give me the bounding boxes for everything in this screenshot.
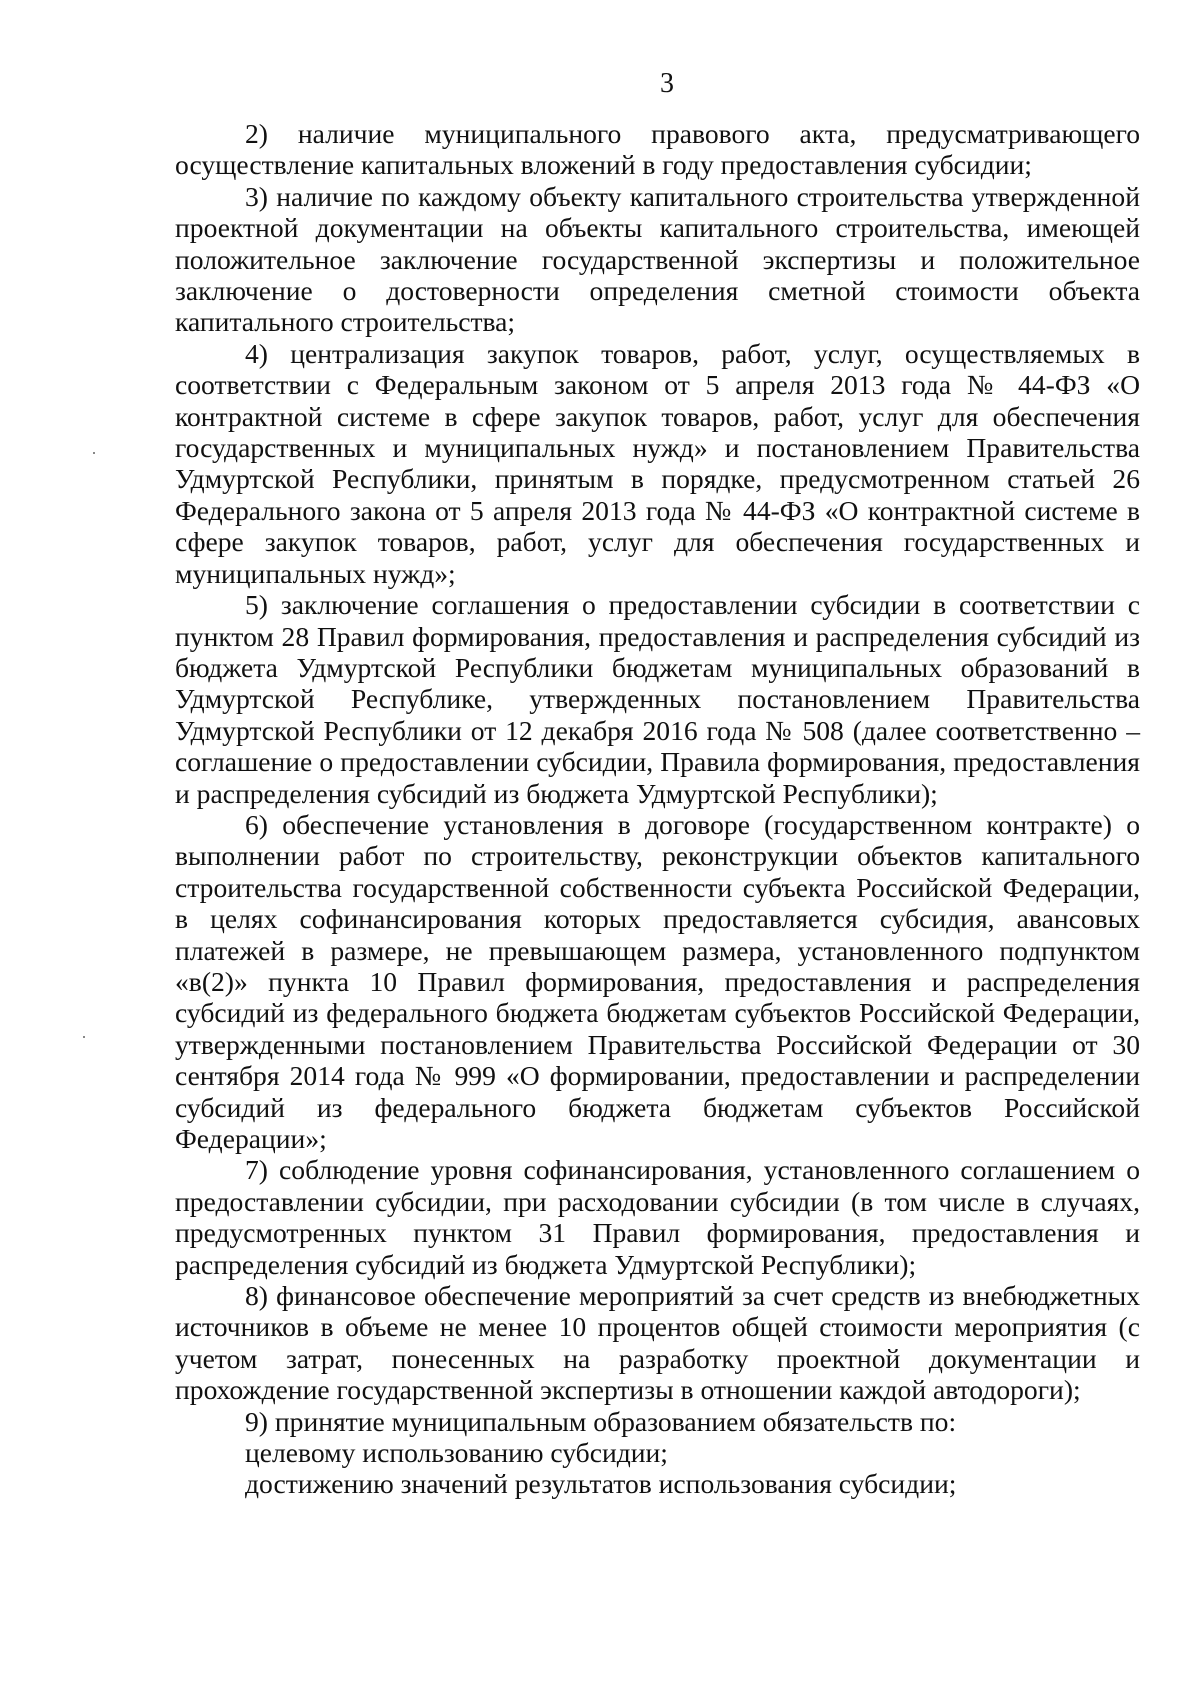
paragraph-item-6: 6) обеспечение установления в договоре (государственном контракте) о выполнении работ по строительству, реконструкции объектов капитального строительства государственной собственности субъекта Российской Федерации, в целях софинансирования которых предоставляется субсидия, авансовых платежей в размере, не превышающем размера, установленного подпунктом «в(2)» пункта 10 Правил формирования, предоставления и распределения субсидий из федерального бюджета бюджетам субъектов Российской Федерации, утвержденными постановлением Правительства Российской Федерации от 30 сентября 2014 года № 999 «О формировании, предоставлении и распределении субсидий из федерального бюджета бюджетам субъектов Российской Федерации»;: [175, 808, 1140, 1154]
paragraph-item-2: 2) наличие муниципального правового акта, предусматривающего осуществление капитальных вложений в году предоставления субсидии;: [175, 118, 1140, 181]
paragraph-item-9: 9) принятие муниципальным образованием обязательств по:: [245, 1405, 957, 1437]
paragraph-subitem-target-use: целевому использованию субсидии;: [245, 1437, 668, 1469]
paragraph-subitem-results: достижению значений результатов использования субсидии;: [245, 1468, 957, 1500]
paragraph-item-5: 5) заключение соглашения о предоставлении субсидии в соответствии с пунктом 28 Правил формирования, предоставления и распределения субсидий из бюджета Удмуртской Республики бюджетам муниципальных образований в Удмуртской Республике, утвержденных постановлением Правительства Удмуртской Республики от 12 декабря 2016 года № 508 (далее соответственно – соглашение о предоставлении субсидии, Правила формирования, предоставления и распределения субсидий из бюджета Удмуртской Республики);: [175, 589, 1140, 809]
paragraph-item-4: 4) централизация закупок товаров, работ, услуг, осуществляемых в соответствии с Федеральным законом от 5 апреля 2013 года № 44-ФЗ «О контрактной системе в сфере закупок товаров, работ, услуг для обеспечения государственных и муниципальных нужд» и постановлением Правительства Удмуртской Республики, принятым в порядке, предусмотренном статьей 26 Федерального закона от 5 апреля 2013 года № 44-ФЗ «О контрактной системе в сфере закупок товаров, работ, услуг для обеспечения государственных и муниципальных нужд»;: [175, 337, 1140, 589]
paragraph-item-8: 8) финансовое обеспечение мероприятий за счет средств из внебюджетных источников в объеме не менее 10 процентов общей стоимости мероприятия (с учетом затрат, понесенных на разработку проектной документации и прохождение государственной экспертизы в отношении каждой автодороги);: [175, 1280, 1140, 1406]
paragraph-item-3: 3) наличие по каждому объекту капитального строительства утвержденной проектной документации на объекты капитального строительства, имеющей положительное заключение государственной экспертизы и положительное заключение о достоверности определения сметной стоимости объекта капитального строительства;: [175, 180, 1140, 338]
scan-speck: [83, 1036, 85, 1038]
scan-speck: [93, 452, 95, 454]
document-body: [175, 118, 1140, 1500]
page-number: 3: [660, 68, 674, 99]
paragraph-item-7: 7) соблюдение уровня софинансирования, установленного соглашением о предоставлении субсидии, при расходовании субсидии (в том числе в случаях, предусмотренных пунктом 31 Правил формирования, предоставления и распределения субсидий из бюджета Удмуртской Республики);: [175, 1154, 1140, 1280]
